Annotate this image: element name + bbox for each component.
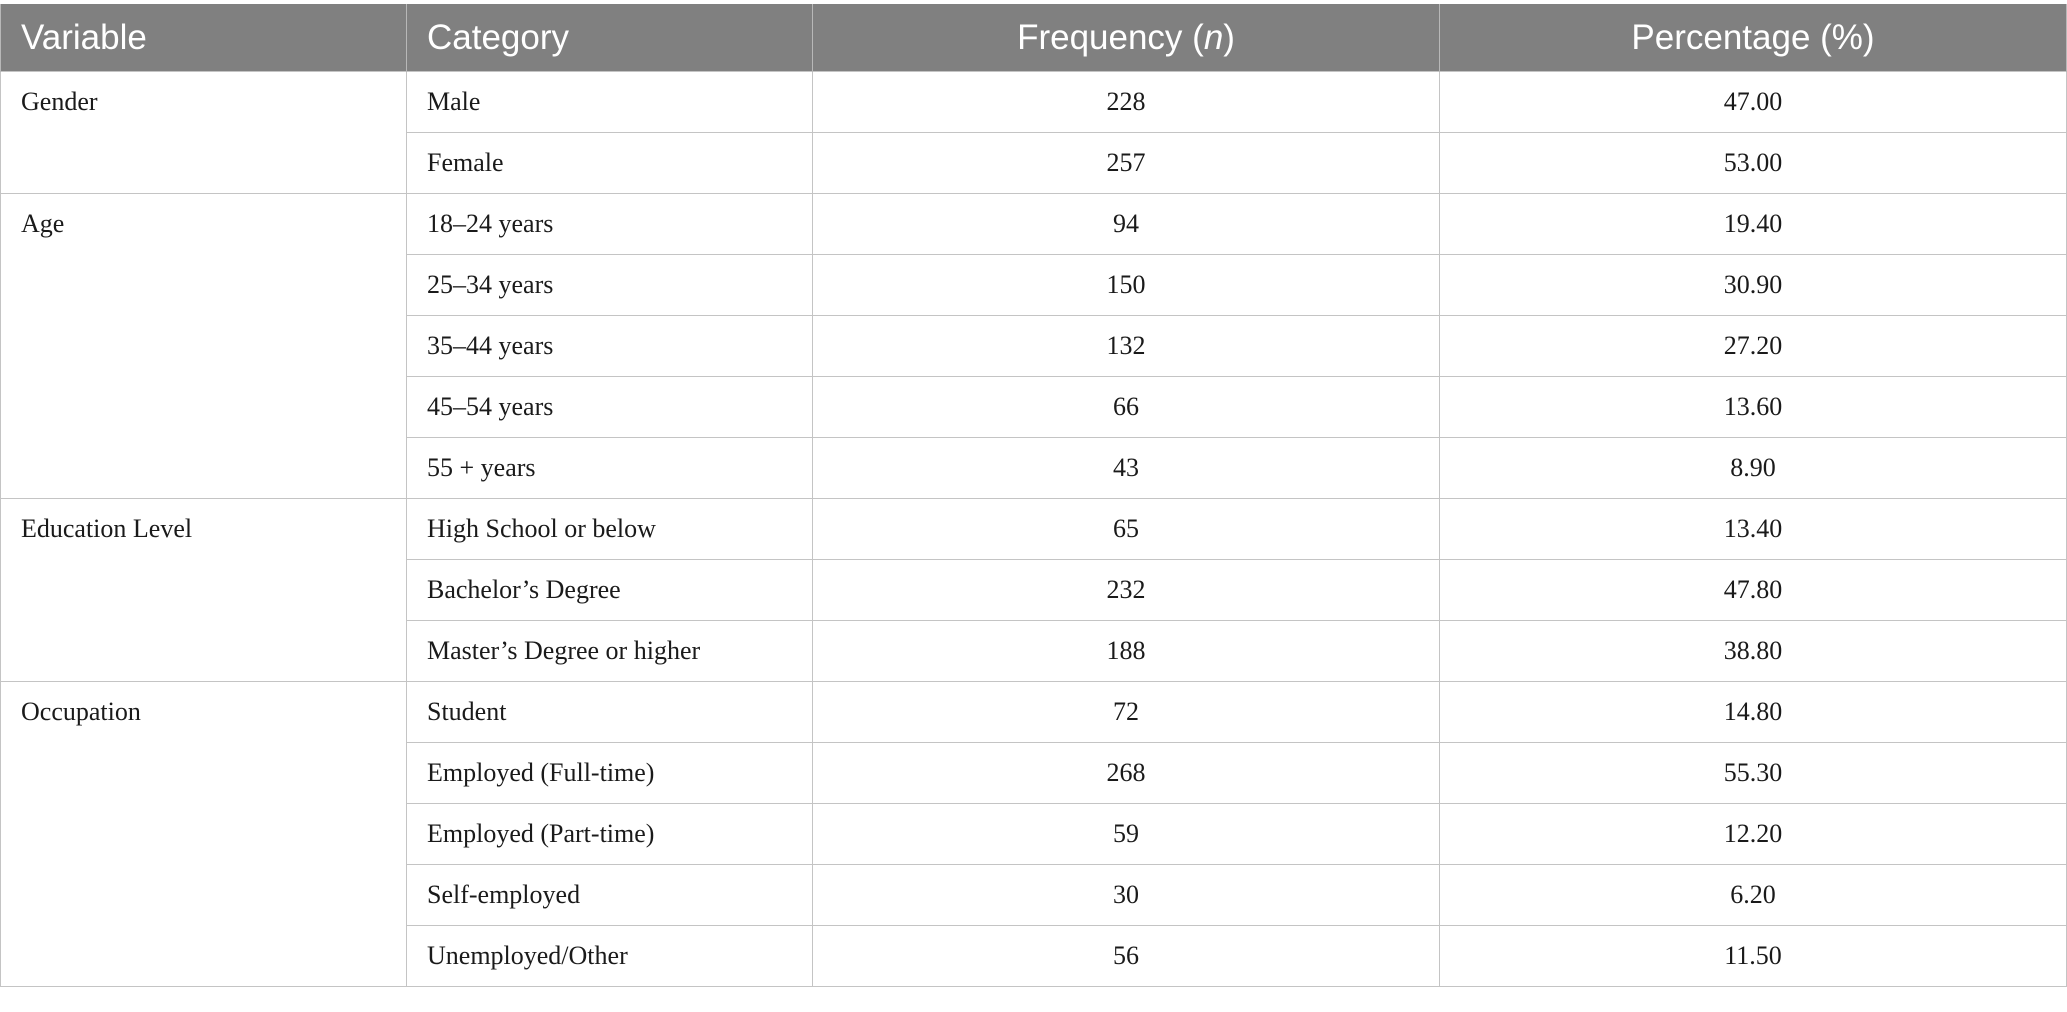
category-cell: Bachelor’s Degree [407, 560, 813, 621]
category-cell: Employed (Full-time) [407, 743, 813, 804]
frequency-cell: 59 [813, 804, 1440, 865]
frequency-cell: 43 [813, 438, 1440, 499]
percentage-cell: 14.80 [1440, 682, 2067, 743]
table-body [1, 72, 2067, 987]
percentage-cell: 13.60 [1440, 377, 2067, 438]
table-header [1, 4, 2067, 72]
percentage-cell: 6.20 [1440, 865, 2067, 926]
frequency-cell: 72 [813, 682, 1440, 743]
variable-cell-occupation: Occupation [1, 682, 407, 987]
frequency-cell: 228 [813, 72, 1440, 133]
header-frequency [813, 4, 1440, 72]
frequency-cell: 188 [813, 621, 1440, 682]
table-row [1, 499, 2067, 560]
header-frequency-italic: n [1203, 17, 1224, 57]
header-percentage: Percentage (%) [1440, 4, 2067, 72]
frequency-cell: 150 [813, 255, 1440, 316]
variable-cell-education-level: Education Level [1, 499, 407, 682]
header-category: Category [407, 4, 813, 72]
category-cell: Female [407, 133, 813, 194]
percentage-cell: 55.30 [1440, 743, 2067, 804]
category-cell: Master’s Degree or higher [407, 621, 813, 682]
frequency-cell: 94 [813, 194, 1440, 255]
percentage-cell: 11.50 [1440, 926, 2067, 987]
frequency-cell: 232 [813, 560, 1440, 621]
percentage-cell: 27.20 [1440, 316, 2067, 377]
frequency-cell: 30 [813, 865, 1440, 926]
category-cell: Unemployed/Other [407, 926, 813, 987]
percentage-cell: 19.40 [1440, 194, 2067, 255]
category-cell: Male [407, 72, 813, 133]
demographics-table-container [0, 4, 2066, 987]
category-cell: 35–44 years [407, 316, 813, 377]
frequency-cell: 56 [813, 926, 1440, 987]
table-row [1, 72, 2067, 133]
variable-cell-age: Age [1, 194, 407, 499]
category-cell: Employed (Part-time) [407, 804, 813, 865]
table-row [1, 194, 2067, 255]
percentage-cell: 38.80 [1440, 621, 2067, 682]
header-frequency-suffix: ) [1223, 17, 1235, 57]
frequency-cell: 132 [813, 316, 1440, 377]
header-variable: Variable [1, 4, 407, 72]
category-cell: 25–34 years [407, 255, 813, 316]
frequency-cell: 66 [813, 377, 1440, 438]
percentage-cell: 30.90 [1440, 255, 2067, 316]
demographics-table [0, 4, 2067, 987]
variable-cell-gender: Gender [1, 72, 407, 194]
frequency-cell: 65 [813, 499, 1440, 560]
percentage-cell: 8.90 [1440, 438, 2067, 499]
category-cell: 18–24 years [407, 194, 813, 255]
frequency-cell: 268 [813, 743, 1440, 804]
table-row [1, 682, 2067, 743]
header-row [1, 4, 2067, 72]
percentage-cell: 13.40 [1440, 499, 2067, 560]
percentage-cell: 53.00 [1440, 133, 2067, 194]
category-cell: 45–54 years [407, 377, 813, 438]
category-cell: High School or below [407, 499, 813, 560]
percentage-cell: 12.20 [1440, 804, 2067, 865]
frequency-cell: 257 [813, 133, 1440, 194]
category-cell: Self-employed [407, 865, 813, 926]
category-cell: Student [407, 682, 813, 743]
header-frequency-prefix: Frequency ( [1017, 17, 1204, 57]
category-cell: 55 + years [407, 438, 813, 499]
percentage-cell: 47.00 [1440, 72, 2067, 133]
percentage-cell: 47.80 [1440, 560, 2067, 621]
